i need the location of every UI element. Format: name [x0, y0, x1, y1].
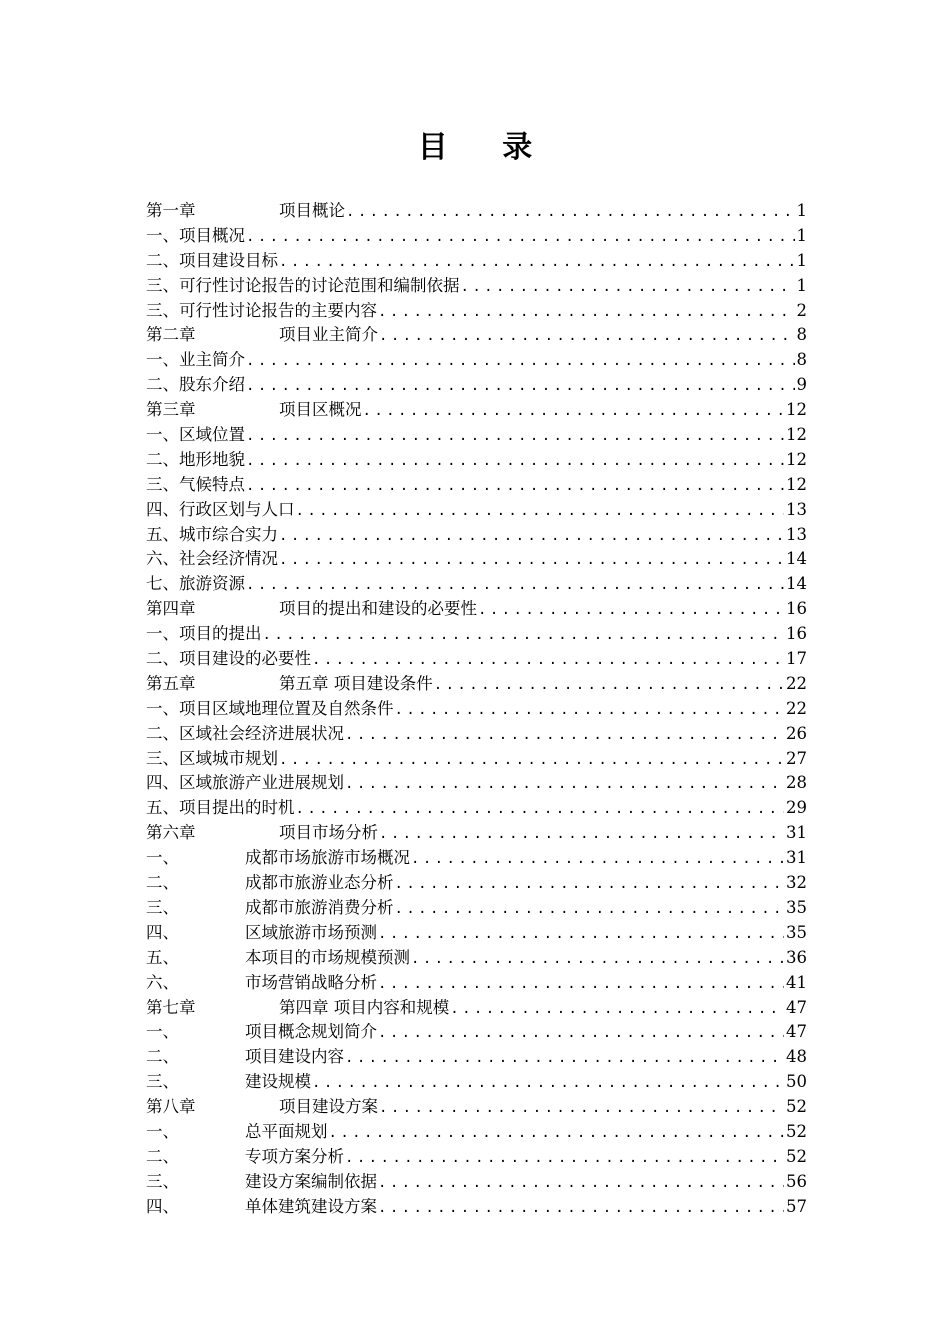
- toc-section-entry[interactable]: [146, 1045, 807, 1070]
- toc-section-entry[interactable]: [146, 473, 807, 498]
- toc-section-entry[interactable]: [146, 299, 807, 324]
- toc-entry-label: 第五章: [146, 673, 196, 693]
- toc-entry-title: 市场营销战略分析: [245, 972, 377, 992]
- toc-entry-title: 建设规模: [245, 1072, 311, 1092]
- toc-dot-leader: [395, 897, 785, 922]
- toc-chapter-entry[interactable]: [146, 323, 807, 348]
- toc-section-entry[interactable]: [146, 622, 807, 647]
- toc-page-number: 2: [796, 300, 807, 320]
- toc-dot-leader: [279, 524, 784, 549]
- toc-page-number: 35: [786, 922, 807, 942]
- toc-dot-leader: [395, 872, 785, 897]
- toc-section-entry[interactable]: [146, 846, 807, 871]
- toc-dot-leader: [345, 1046, 784, 1071]
- toc-dot-leader: [411, 947, 784, 972]
- toc-entry-title: 二、项目建设目标: [146, 250, 278, 270]
- toc-page-number: 47: [786, 997, 807, 1017]
- toc-page-number: 56: [786, 1171, 807, 1191]
- toc-dot-leader: [379, 822, 784, 847]
- toc-entry-title: 成都市场旅游市场概况: [245, 848, 410, 868]
- toc-dot-leader: [346, 200, 795, 225]
- toc-dot-leader: [345, 1146, 784, 1171]
- toc-section-entry[interactable]: [146, 1195, 807, 1220]
- toc-dot-leader: [461, 275, 795, 300]
- toc-dot-leader: [263, 623, 785, 648]
- toc-page-number: 31: [786, 823, 807, 843]
- toc-page-number: 9: [796, 375, 807, 395]
- toc-page-number: 32: [786, 873, 807, 893]
- toc-dot-leader: [279, 250, 795, 275]
- toc-entry-title: 成都市旅游业态分析: [245, 873, 394, 893]
- toc-entry-title: 总平面规划: [245, 1121, 328, 1141]
- toc-entry-title: 项目概论: [279, 201, 345, 220]
- toc-chapter-entry[interactable]: [146, 996, 807, 1021]
- toc-page-number: 22: [786, 673, 807, 693]
- toc-dot-leader: [378, 922, 784, 947]
- toc-entry-title: 四、行政区划与人口: [146, 499, 295, 519]
- toc-page-number: 1: [796, 250, 807, 270]
- toc-page-number: 16: [786, 624, 807, 644]
- toc-chapter-entry[interactable]: [146, 821, 807, 846]
- toc-entry-label: 第三章: [146, 400, 196, 420]
- toc-section-entry[interactable]: [146, 274, 807, 299]
- toc-entry-title: 一、项目概况: [146, 225, 245, 245]
- toc-entry-title: 一、区域位置: [146, 425, 245, 445]
- toc-dot-leader: [434, 673, 784, 698]
- toc-page-number: 12: [786, 449, 807, 469]
- toc-section-entry[interactable]: [146, 523, 807, 548]
- toc-page-number: 13: [786, 524, 807, 544]
- toc-entry-label: 第二章: [146, 325, 196, 345]
- toc-dot-leader: [450, 997, 784, 1022]
- toc-entry-label: 二、: [146, 1146, 179, 1166]
- toc-dot-leader: [246, 349, 795, 374]
- toc-section-entry[interactable]: [146, 722, 807, 747]
- toc-entry-label: 一、: [146, 1121, 179, 1141]
- toc-page-number: 27: [786, 748, 807, 768]
- toc-page-number: 22: [786, 698, 807, 718]
- toc-entry-title: 单体建筑建设方案: [245, 1196, 377, 1216]
- toc-page-number: 12: [786, 425, 807, 445]
- toc-section-entry[interactable]: [146, 373, 807, 398]
- toc-entry-title: 第五章 项目建设条件: [279, 673, 433, 693]
- toc-dot-leader: [379, 1096, 784, 1121]
- toc-entry-title: 五、城市综合实力: [146, 524, 278, 544]
- toc-entry-title: 建设方案编制依据: [245, 1171, 377, 1191]
- toc-page-number: 1: [796, 275, 807, 295]
- toc-entry-title: 七、旅游资源: [146, 574, 245, 594]
- toc-section-entry[interactable]: [146, 796, 807, 821]
- toc-dot-leader: [279, 748, 784, 773]
- toc-dot-leader: [296, 499, 785, 524]
- toc-section-entry[interactable]: [146, 697, 807, 722]
- toc-entry-title: 三、气候特点: [146, 474, 245, 494]
- toc-entry-label: 二、: [146, 873, 179, 893]
- toc-section-entry[interactable]: [146, 871, 807, 896]
- toc-entry-title: 项目业主简介: [279, 325, 378, 345]
- toc-page-number: 12: [786, 474, 807, 494]
- toc-section-entry[interactable]: [146, 572, 807, 597]
- toc-entry-title: 本项目的市场规模预测: [245, 947, 410, 967]
- toc-dot-leader: [246, 424, 784, 449]
- toc-page-number: 17: [786, 649, 807, 669]
- toc-page-number: 1: [796, 225, 807, 245]
- toc-section-entry[interactable]: [146, 1145, 807, 1170]
- toc-entry-label: 第四章: [146, 599, 196, 619]
- toc-entry-label: 六、: [146, 972, 179, 992]
- toc-page-number: 13: [786, 499, 807, 519]
- toc-dot-leader: [395, 698, 785, 723]
- toc-page-number: 52: [786, 1121, 807, 1141]
- toc-page-number: 31: [786, 848, 807, 868]
- toc-section-entry[interactable]: [146, 921, 807, 946]
- toc-entry-title: 二、地形地貌: [146, 449, 245, 469]
- toc-page-number: 50: [786, 1072, 807, 1092]
- toc-chapter-entry[interactable]: [146, 672, 807, 697]
- toc-dot-leader: [246, 573, 784, 598]
- toc-page-number: 26: [786, 723, 807, 743]
- toc-dot-leader: [279, 548, 784, 573]
- toc-entry-label: 二、: [146, 1047, 179, 1067]
- toc-section-entry[interactable]: [146, 1120, 807, 1145]
- toc-entry-title: 三、可行性讨论报告的讨论范围和编制依据: [146, 275, 460, 295]
- toc-entry-title: 项目的提出和建设的必要性: [279, 599, 477, 619]
- toc-entry-label: 五、: [146, 947, 179, 967]
- toc-entry-title: 二、股东介绍: [146, 375, 245, 395]
- toc-section-entry[interactable]: [146, 971, 807, 996]
- toc-dot-leader: [378, 1021, 784, 1046]
- toc-entry-label: 三、: [146, 1072, 179, 1092]
- toc-chapter-entry[interactable]: [146, 1095, 807, 1120]
- toc-dot-leader: [246, 374, 795, 399]
- toc-dot-leader: [312, 648, 784, 673]
- toc-page-number: 1: [796, 201, 807, 220]
- toc-dot-leader: [478, 598, 784, 623]
- toc-section-entry[interactable]: [146, 647, 807, 672]
- toc-entry-title: 六、社会经济情况: [146, 549, 278, 569]
- toc-entry-title: 五、项目提出的时机: [146, 798, 295, 818]
- toc-entry-label: 三、: [146, 897, 179, 917]
- toc-page-number: 52: [786, 1097, 807, 1117]
- toc-dot-leader: [378, 1196, 784, 1221]
- toc-page-number: 8: [796, 325, 807, 345]
- toc-entry-title: 二、项目建设的必要性: [146, 649, 311, 669]
- toc-entry-title: 成都市旅游消费分析: [245, 897, 394, 917]
- toc-section-entry[interactable]: [146, 946, 807, 971]
- toc-entry-label: 四、: [146, 1196, 179, 1216]
- toc-section-entry[interactable]: [146, 224, 807, 249]
- toc-dot-leader: [379, 324, 795, 349]
- toc-section-entry[interactable]: [146, 747, 807, 772]
- toc-entry-label: 四、: [146, 922, 179, 942]
- toc-entry-title: 项目概念规划简介: [245, 1022, 377, 1042]
- toc-entry-title: 四、区域旅游产业进展规划: [146, 773, 344, 793]
- toc-chapter-entry[interactable]: [146, 199, 807, 224]
- toc-section-entry[interactable]: [146, 1020, 807, 1045]
- toc-entry-label: 第七章: [146, 997, 196, 1017]
- toc-section-entry[interactable]: [146, 1170, 807, 1195]
- toc-page-number: 41: [786, 972, 807, 992]
- toc-page-number: 52: [786, 1146, 807, 1166]
- toc-section-entry[interactable]: [146, 249, 807, 274]
- toc-page-number: 48: [786, 1047, 807, 1067]
- toc-entry-title: 一、项目区域地理位置及自然条件: [146, 698, 394, 718]
- toc-section-entry[interactable]: [146, 348, 807, 373]
- toc-section-entry[interactable]: [146, 498, 807, 523]
- toc-page-number: 28: [786, 773, 807, 793]
- toc-entry-title: 三、可行性讨论报告的主要内容: [146, 300, 377, 320]
- toc-entry-title: 第四章 项目内容和规模: [279, 997, 450, 1017]
- page-title: 目 录: [417, 130, 555, 165]
- table-of-contents: [146, 199, 807, 1220]
- toc-entry-label: 第一章: [146, 201, 196, 220]
- toc-entry-title: 项目市场分析: [279, 823, 378, 843]
- toc-dot-leader: [296, 797, 785, 822]
- toc-dot-leader: [378, 1171, 784, 1196]
- toc-page-number: 8: [796, 350, 807, 370]
- toc-entry-title: 专项方案分析: [245, 1146, 344, 1166]
- toc-page-number: 36: [786, 947, 807, 967]
- toc-page-number: 14: [786, 549, 807, 569]
- toc-dot-leader: [246, 474, 784, 499]
- toc-entry-label: 一、: [146, 1022, 179, 1042]
- toc-entry-title: 三、区域城市规划: [146, 748, 278, 768]
- toc-page-number: 16: [786, 599, 807, 619]
- toc-entry-title: 区域旅游市场预测: [245, 922, 377, 942]
- toc-entry-label: 第六章: [146, 823, 196, 843]
- toc-entry-title: 一、项目的提出: [146, 624, 262, 644]
- toc-dot-leader: [329, 1121, 785, 1146]
- toc-dot-leader: [378, 972, 784, 997]
- toc-dot-leader: [345, 723, 784, 748]
- toc-section-entry[interactable]: [146, 423, 807, 448]
- toc-dot-leader: [411, 847, 784, 872]
- toc-page-number: 12: [786, 400, 807, 420]
- toc-dot-leader: [345, 772, 784, 797]
- toc-entry-title: 项目建设内容: [245, 1047, 344, 1067]
- toc-entry-title: 项目建设方案: [279, 1097, 378, 1117]
- toc-dot-leader: [378, 300, 795, 325]
- toc-entry-label: 一、: [146, 848, 179, 868]
- toc-page-number: 29: [786, 798, 807, 818]
- toc-chapter-entry[interactable]: [146, 597, 807, 622]
- toc-entry-title: 一、业主简介: [146, 350, 245, 370]
- toc-section-entry[interactable]: [146, 896, 807, 921]
- toc-section-entry[interactable]: [146, 448, 807, 473]
- toc-section-entry[interactable]: [146, 771, 807, 796]
- toc-section-entry[interactable]: [146, 547, 807, 572]
- toc-dot-leader: [246, 449, 784, 474]
- toc-entry-title: 项目区概况: [279, 400, 362, 420]
- toc-entry-label: 第八章: [146, 1097, 196, 1117]
- toc-dot-leader: [312, 1071, 784, 1096]
- toc-page-number: 14: [786, 574, 807, 594]
- toc-section-entry[interactable]: [146, 1070, 807, 1095]
- toc-page-number: 57: [786, 1196, 807, 1216]
- toc-page-number: 35: [786, 897, 807, 917]
- toc-entry-label: 三、: [146, 1171, 179, 1191]
- toc-page-number: 47: [786, 1022, 807, 1042]
- toc-chapter-entry[interactable]: [146, 398, 807, 423]
- toc-dot-leader: [246, 225, 795, 250]
- toc-entry-title: 二、区域社会经济进展状况: [146, 723, 344, 743]
- toc-dot-leader: [363, 399, 785, 424]
